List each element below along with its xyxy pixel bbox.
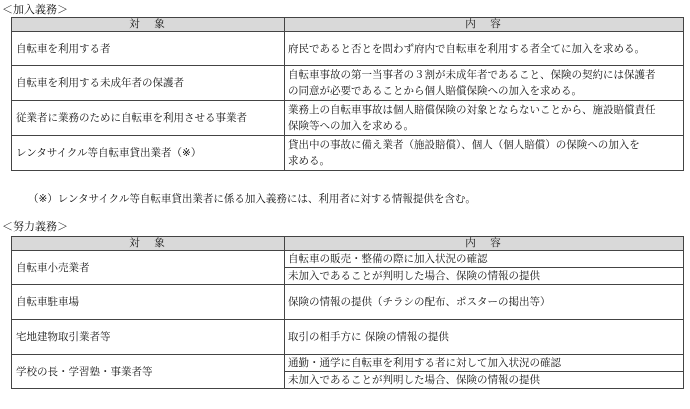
row-content [285, 66, 684, 101]
effort-table [11, 236, 684, 389]
row-content: 自転車の販売・整備の際に加入状況の確認 [285, 251, 684, 268]
row-content: 未加入であることが判明した場合、保険の情報の提供 [285, 268, 684, 285]
content-line: 貸出中の事故に備え業者（施設賠償）、個人（個人賠償）の保険への加入を [288, 139, 640, 151]
content-line: の同意が必要であることから個人賠償保険への加入を求める。 [288, 85, 582, 97]
content-line: 自転車事故の第一当事者の３割が未成年者であること、保険の契約には保護者 [288, 69, 656, 81]
row-content: 未加入であることが判明した場合、保険の情報の提供 [285, 372, 684, 389]
table-row [12, 251, 684, 268]
header-content: 内 容 [285, 18, 684, 32]
row-content: 保険の情報の提供（チラシの配布、ポスターの掲出等） [285, 285, 684, 320]
row-content [285, 101, 684, 136]
header-target: 対 象 [12, 18, 285, 32]
table-header-row [12, 237, 684, 251]
header-target: 対 象 [12, 237, 285, 251]
header-content: 内 容 [285, 237, 684, 251]
content-line: 求める。 [288, 155, 330, 167]
mandatory-note: （※）レンタサイクル等自転車貸出業者に係る加入義務には、利用者に対する情報提供を含む。 [28, 193, 476, 205]
row-target: 従業者に業務のために自転車を利用させる事業者 [12, 101, 285, 136]
row-target: 自転車を利用する未成年者の保護者 [12, 66, 285, 101]
row-target: 自転車駐車場 [12, 285, 285, 320]
content-line: 保険等への加入を求める。 [288, 120, 414, 132]
row-target: 自転車を利用する者 [12, 32, 285, 66]
row-content [285, 32, 684, 66]
content-line: 府民であると否とを問わず府内で自転車を利用する者全てに加入を求める。 [288, 42, 645, 55]
table-row [12, 285, 684, 320]
content-line: 業務上の自転車事故は個人賠償保険の対象とならないことから、施設賠償責任 [288, 104, 656, 116]
table-row [12, 101, 684, 136]
mandatory-section-title: ＜加入義務＞ [2, 3, 68, 16]
table-row [12, 66, 684, 101]
row-content [285, 136, 684, 171]
table-row [12, 32, 684, 66]
row-target: レンタサイクル等自転車貸出業者（※） [12, 136, 285, 171]
row-content: 取引の相手方に 保険の情報の提供 [285, 320, 684, 355]
row-target: 宅地建物取引業者等 [12, 320, 285, 355]
table-header-row [12, 18, 684, 32]
row-target: 自転車小売業者 [12, 251, 285, 285]
mandatory-table [11, 17, 684, 171]
effort-section-title: ＜努力義務＞ [2, 220, 68, 233]
row-content: 通勤・通学に自転車を利用する者に対して加入状況の確認 [285, 355, 684, 372]
table-row [12, 355, 684, 372]
table-row [12, 320, 684, 355]
row-target: 学校の長・学習塾・事業者等 [12, 355, 285, 389]
table-row [12, 136, 684, 171]
